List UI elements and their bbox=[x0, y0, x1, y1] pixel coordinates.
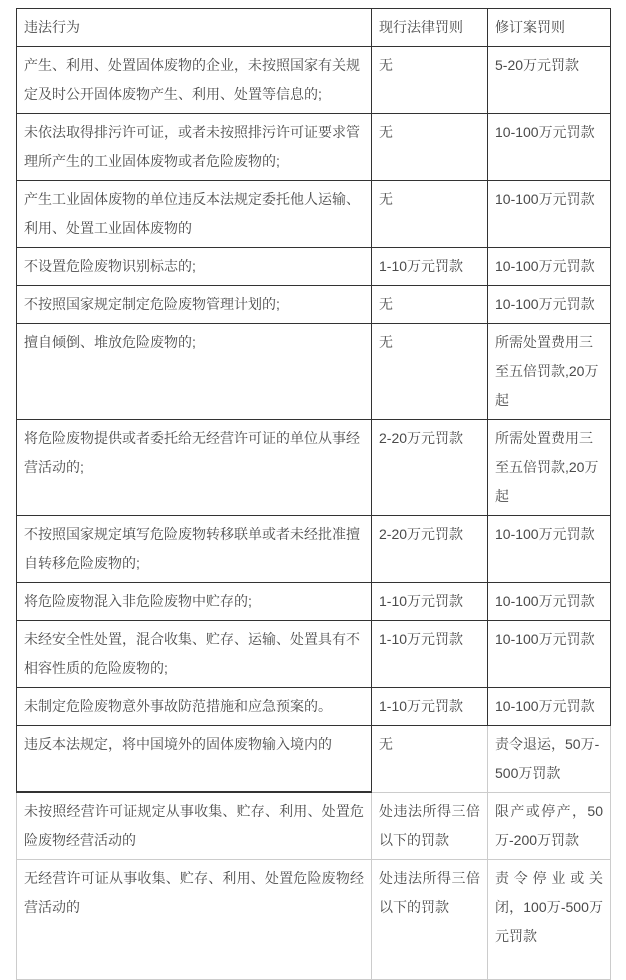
table-row bbox=[16, 114, 611, 181]
table-row bbox=[16, 793, 611, 860]
current-penalty-cell: 1-10万元罚款 bbox=[372, 583, 488, 621]
table-row bbox=[16, 688, 611, 726]
behavior-cell: 无经营许可证从事收集、贮存、利用、处置危险废物经营活动的 bbox=[16, 860, 372, 980]
table-row bbox=[16, 420, 611, 516]
behavior-cell: 擅自倾倒、堆放危险废物的; bbox=[16, 324, 372, 420]
table-row bbox=[16, 583, 611, 621]
behavior-cell: 违反本法规定，将中国境外的固体废物输入境内的 bbox=[16, 726, 372, 793]
behavior-cell: 未按照经营许可证规定从事收集、贮存、利用、处置危险废物经营活动的 bbox=[16, 793, 372, 860]
behavior-cell: 未依法取得排污许可证，或者未按照排污许可证要求管理所产生的工业固体废物或者危险废物的; bbox=[16, 114, 372, 181]
table-row bbox=[16, 47, 611, 114]
penalty-comparison-table bbox=[16, 8, 611, 980]
table-row bbox=[16, 248, 611, 286]
behavior-cell: 将危险废物混入非危险废物中贮存的; bbox=[16, 583, 372, 621]
table-body bbox=[16, 47, 611, 980]
table-row bbox=[16, 181, 611, 248]
revised-penalty-cell: 10-100万元罚款 bbox=[488, 621, 611, 688]
revised-penalty-cell: 10-100万元罚款 bbox=[488, 583, 611, 621]
revised-penalty-cell: 责令停业或关闭，100万-500万元罚款 bbox=[488, 860, 611, 980]
column-header-illegal-behavior: 违法行为 bbox=[16, 8, 372, 47]
revised-penalty-cell: 责令退运，50万-500万罚款 bbox=[488, 726, 611, 793]
table-row bbox=[16, 324, 611, 420]
revised-penalty-cell: 10-100万元罚款 bbox=[488, 114, 611, 181]
table-row bbox=[16, 516, 611, 583]
revised-penalty-cell: 所需处置费用三至五倍罚款,20万起 bbox=[488, 324, 611, 420]
behavior-cell: 不按照国家规定填写危险废物转移联单或者未经批准擅自转移危险废物的; bbox=[16, 516, 372, 583]
table-header-row bbox=[16, 8, 611, 47]
column-header-current-law-penalty: 现行法律罚则 bbox=[372, 8, 488, 47]
current-penalty-cell: 无 bbox=[372, 181, 488, 248]
behavior-cell: 将危险废物提供或者委托给无经营许可证的单位从事经营活动的; bbox=[16, 420, 372, 516]
revised-penalty-cell: 所需处置费用三至五倍罚款,20万起 bbox=[488, 420, 611, 516]
behavior-cell: 不按照国家规定制定危险废物管理计划的; bbox=[16, 286, 372, 324]
column-header-revision-penalty: 修订案罚则 bbox=[488, 8, 611, 47]
table-row bbox=[16, 726, 611, 793]
current-penalty-cell: 处违法所得三倍以下的罚款 bbox=[372, 793, 488, 860]
current-penalty-cell: 1-10万元罚款 bbox=[372, 248, 488, 286]
behavior-cell: 未制定危险废物意外事故防范措施和应急预案的。 bbox=[16, 688, 372, 726]
current-penalty-cell: 2-20万元罚款 bbox=[372, 516, 488, 583]
behavior-cell: 产生、利用、处置固体废物的企业，未按照国家有关规定及时公开固体废物产生、利用、处置等信息的; bbox=[16, 47, 372, 114]
current-penalty-cell: 无 bbox=[372, 114, 488, 181]
revised-penalty-cell: 10-100万元罚款 bbox=[488, 688, 611, 726]
revised-penalty-cell: 10-100万元罚款 bbox=[488, 286, 611, 324]
current-penalty-cell: 无 bbox=[372, 726, 488, 793]
current-penalty-cell: 无 bbox=[372, 47, 488, 114]
behavior-cell: 不设置危险废物识别标志的; bbox=[16, 248, 372, 286]
current-penalty-cell: 1-10万元罚款 bbox=[372, 621, 488, 688]
revised-penalty-cell: 5-20万元罚款 bbox=[488, 47, 611, 114]
behavior-cell: 未经安全性处置，混合收集、贮存、运输、处置具有不相容性质的危险废物的; bbox=[16, 621, 372, 688]
revised-penalty-cell: 10-100万元罚款 bbox=[488, 181, 611, 248]
behavior-cell: 产生工业固体废物的单位违反本法规定委托他人运输、利用、处置工业固体废物的 bbox=[16, 181, 372, 248]
table-row bbox=[16, 860, 611, 980]
revised-penalty-cell: 10-100万元罚款 bbox=[488, 516, 611, 583]
revised-penalty-cell: 10-100万元罚款 bbox=[488, 248, 611, 286]
current-penalty-cell: 2-20万元罚款 bbox=[372, 420, 488, 516]
current-penalty-cell: 1-10万元罚款 bbox=[372, 688, 488, 726]
current-penalty-cell: 无 bbox=[372, 286, 488, 324]
table-row bbox=[16, 621, 611, 688]
revised-penalty-cell: 限产或停产，50万-200万罚款 bbox=[488, 793, 611, 860]
current-penalty-cell: 处违法所得三倍以下的罚款 bbox=[372, 860, 488, 980]
table-row bbox=[16, 286, 611, 324]
current-penalty-cell: 无 bbox=[372, 324, 488, 420]
